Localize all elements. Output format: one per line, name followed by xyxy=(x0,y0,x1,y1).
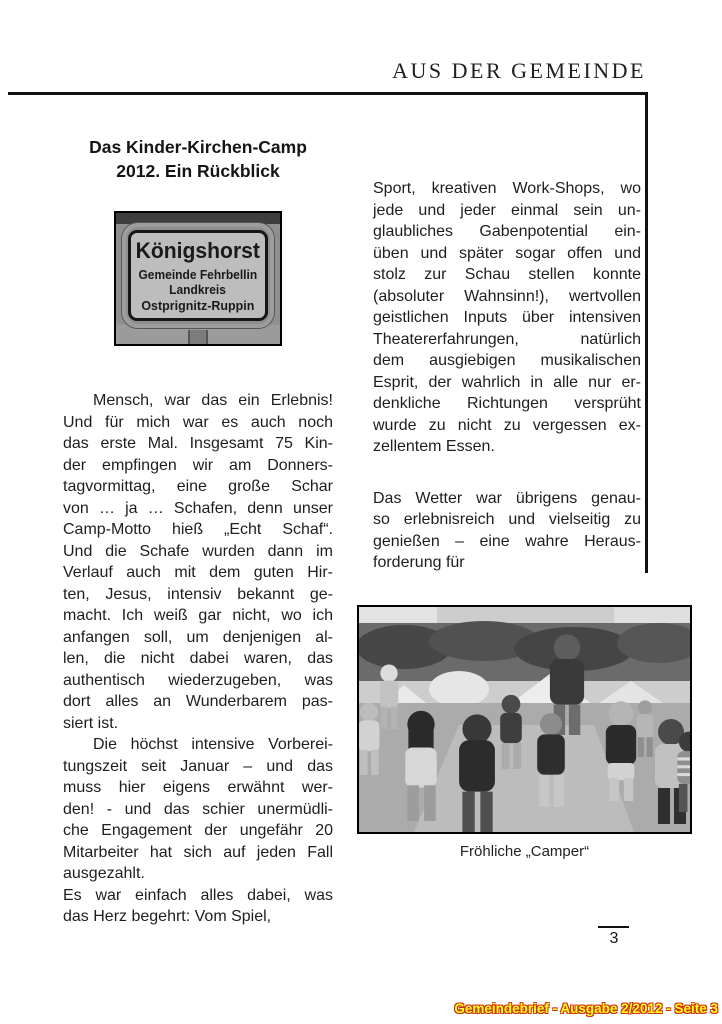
page-number-rule xyxy=(598,926,629,928)
paragraph xyxy=(63,885,333,928)
left-column xyxy=(63,136,333,928)
text-line: Mensch, war das ein Erlebnis! xyxy=(93,392,333,409)
text-line: Und für mich war es auch noch xyxy=(63,413,333,431)
text-line: muss hier eigens erwähnt wer- xyxy=(63,779,333,796)
text-line: Das Wetter war übrigens genau- xyxy=(373,489,641,507)
text-line: üben und später sogar offen und xyxy=(373,244,641,262)
text-line: genießen – eine wahre Heraus- xyxy=(373,532,641,550)
text-line: authentisch wiederzugeben, was xyxy=(63,671,333,689)
text-line: Mitarbeiter hat sich auf jeden Fall xyxy=(63,843,333,861)
text-line: zellentem Essen. xyxy=(373,438,495,455)
paragraph xyxy=(63,734,333,885)
text-line: len, die nicht dabei waren, das xyxy=(63,650,333,667)
text-line: jede und jeder einmal sein un- xyxy=(373,201,641,219)
town-sign-plate xyxy=(128,230,268,321)
article-title xyxy=(63,136,333,183)
title-line: Das Kinder-Kirchen-Camp xyxy=(89,137,307,157)
text-line: macht. Ich weiß gar nicht, wo ich xyxy=(63,607,333,624)
text-line: glaubliches Gabenpotential ein- xyxy=(373,223,641,240)
paragraph xyxy=(373,488,641,574)
text-line: das erste Mal. Insgesamt 75 Kin- xyxy=(63,435,333,452)
page-number: 3 xyxy=(609,930,619,947)
text-line: Theatererfahrungen, natürlich xyxy=(373,330,641,348)
text-line: Die höchst intensive Vorberei- xyxy=(93,736,333,753)
text-line: tungszeit seit Januar – und das xyxy=(63,757,333,775)
right-column xyxy=(373,178,641,574)
sign-line: Landkreis xyxy=(169,282,227,297)
text-line: wurde zu nicht zu vergessen ex- xyxy=(373,416,641,434)
text-line: den! - und das schier unermüdli- xyxy=(63,800,333,818)
text-line: dort alles an Wunderbarem pas- xyxy=(63,693,333,710)
text-line: stolz zur Schau stellen konnte xyxy=(373,266,641,283)
text-line: von … ja … Schafen, denn unser xyxy=(63,499,333,517)
text-line: so erlebnisreich und vielseitig zu xyxy=(373,511,641,528)
header-rule-vertical xyxy=(645,92,648,573)
text-line: denkliche Richtungen versprüht xyxy=(373,395,641,412)
town-sign-image xyxy=(114,211,282,346)
text-line: tagvormittag, eine große Schar xyxy=(63,478,333,495)
text-line: ausgezahlt. xyxy=(63,865,145,882)
text-line: Camp-Motto hieß „Echt Schaf“. xyxy=(63,521,333,538)
text-line: Es war einfach alles dabei, was xyxy=(63,886,333,904)
sign-line: Gemeinde Fehrbellin xyxy=(138,267,258,282)
paragraph xyxy=(373,178,641,458)
text-line: Sport, kreativen Work-Shops, wo xyxy=(373,180,641,197)
title-line: 2012. Ein Rückblick xyxy=(116,160,280,181)
text-line: (absoluter Wahnsinn!), wertvollen xyxy=(373,287,641,305)
text-line: ten, Jesus, intensiv bekannt ge- xyxy=(63,585,333,603)
text-line: anfangen soll, um denjenigen al- xyxy=(63,628,333,646)
text-line: das Herz begehrt: Vom Spiel, xyxy=(63,908,272,925)
right-column-text xyxy=(373,178,641,574)
camp-photo xyxy=(357,605,692,834)
photo-caption: Fröhliche „Camper“ xyxy=(459,843,590,860)
paragraph xyxy=(63,390,333,734)
sign-line: Ostprignitz-Ruppin xyxy=(141,297,255,313)
footer-credit: Gemeindebrief - Ausgabe 2/2012 - Seite 3 xyxy=(454,1001,718,1016)
text-line: der empfingen wir am Donners- xyxy=(63,456,333,474)
section-header: AUS DER GEMEINDE xyxy=(392,58,646,83)
text-line: forderung für xyxy=(373,554,465,571)
text-line: siert ist. xyxy=(63,714,119,732)
sign-line: Königshorst xyxy=(135,237,261,263)
header-rule-horizontal xyxy=(8,92,648,95)
text-line: che Engagement der ungefähr 20 xyxy=(63,822,333,839)
left-column-text xyxy=(63,390,333,928)
text-line: dem ausgiebigen musikalischen xyxy=(373,352,641,369)
text-line: geistlichen Inputs über intensiven xyxy=(373,309,641,326)
town-sign-pole xyxy=(188,330,208,344)
text-line: Und die Schafe wurden dann im xyxy=(63,542,333,560)
text-line: Esprit, der wahrlich in alle nur er- xyxy=(373,373,641,391)
text-line: Verlauf auch mit dem guten Hir- xyxy=(63,564,333,581)
